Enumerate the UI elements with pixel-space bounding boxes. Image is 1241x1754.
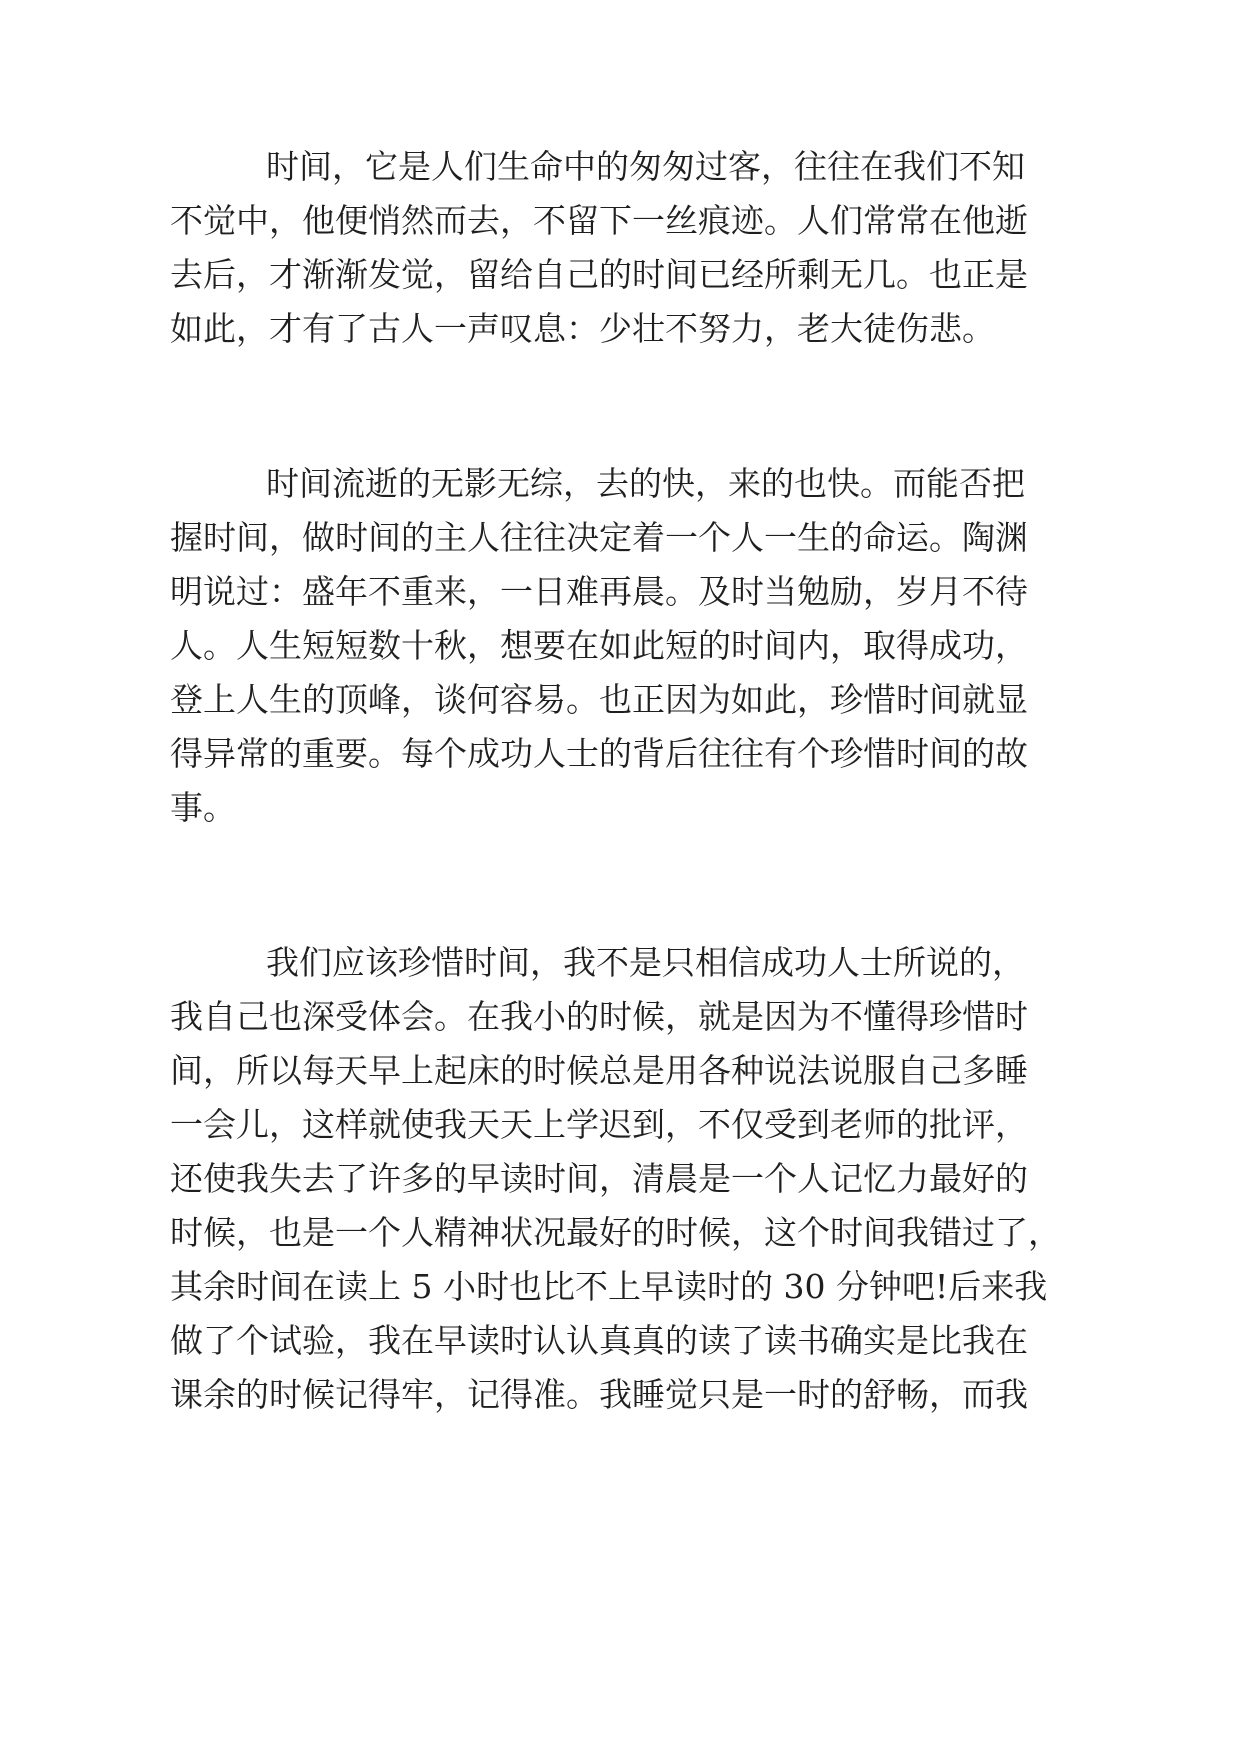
text-line: 时间，它是人们生命中的匆匆过客，往往在我们不知 <box>266 147 1025 186</box>
text-line: 我自己也深受体会。在我小的时候，就是因为不懂得珍惜时 <box>170 997 1028 1036</box>
text-line: 课余的时候记得牢，记得准。我睡觉只是一时的舒畅，而我 <box>170 1375 1028 1414</box>
text-line: 明说过：盛年不重来，一日难再晨。及时当勉励，岁月不待 <box>170 572 1028 611</box>
text-line: 我们应该珍惜时间，我不是只相信成功人士所说的， <box>266 943 1025 982</box>
text-line: 握时间，做时间的主人往往决定着一个人一生的命运。陶渊 <box>170 518 1028 557</box>
text-line: 还使我失去了许多的早读时间，清晨是一个人记忆力最好的 <box>170 1159 1028 1198</box>
text-line: 不觉中，他便悄然而去，不留下一丝痕迹。人们常常在他逝 <box>170 201 1028 240</box>
text-line: 登上人生的顶峰，谈何容易。也正因为如此，珍惜时间就显 <box>170 680 1028 719</box>
text-line: 人。人生短短数十秋，想要在如此短的时间内，取得成功， <box>170 626 1028 665</box>
text-line: 间，所以每天早上起床的时候总是用各种说法说服自己多睡 <box>170 1051 1028 1090</box>
text-line: 去后，才渐渐发觉，留给自己的时间已经所剩无几。也正是 <box>170 255 1028 294</box>
text-line: 得异常的重要。每个成功人士的背后往往有个珍惜时间的故 <box>170 734 1028 773</box>
text-line: 事。 <box>170 788 236 827</box>
text-line: 时候，也是一个人精神状况最好的时候，这个时间我错过了， <box>170 1213 1061 1252</box>
text-line: 一会儿，这样就使我天天上学迟到，不仅受到老师的批评， <box>170 1105 1028 1144</box>
text-line: 其余时间在读上 5 小时也比不上早读时的 30 分钟吧!后来我 <box>170 1267 1048 1306</box>
text-line: 做了个试验，我在早读时认认真真的读了读书确实是比我在 <box>170 1321 1028 1360</box>
text-line: 如此，才有了古人一声叹息：少壮不努力，老大徒伤悲。 <box>170 309 995 348</box>
text-line: 时间流逝的无影无综，去的快，来的也快。而能否把 <box>266 464 1025 503</box>
